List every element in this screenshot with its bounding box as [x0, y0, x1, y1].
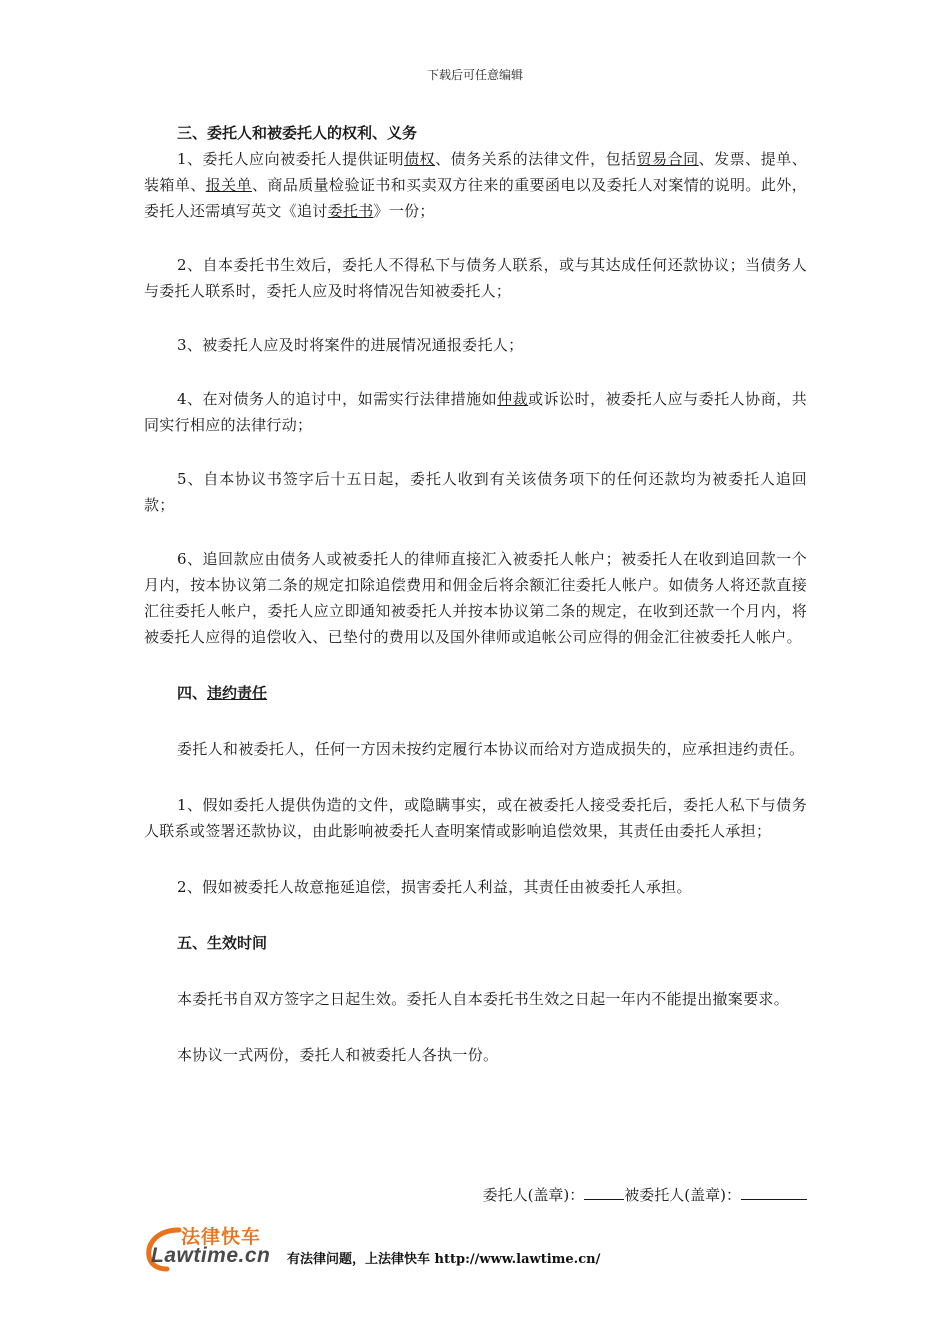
- section-4-item-2: 2、假如被委托人故意拖延追偿，损害委托人利益，其责任由被委托人承担。: [177, 878, 692, 896]
- agent-seal-blank[interactable]: [741, 1183, 807, 1200]
- text-segment: 、发票、提单、装箱单、: [144, 150, 807, 194]
- section-5-para-1: 本委托书自双方签字之日起生效。委托人自本委托书生效之日起一年内不能提出撤案要求。: [177, 990, 790, 1008]
- link-debt-rights[interactable]: 债权: [404, 150, 436, 168]
- section-4-title: [144, 680, 807, 706]
- principal-seal-label: 委托人(盖章)：: [482, 1186, 585, 1204]
- section-3-item-2: 2、自本委托书生效后，委托人不得私下与债务人联系，或与其达成任何还款协议；当债务人与委托人联系时，委托人应及时将情况告知被委托人；: [144, 256, 807, 300]
- lawtime-logo: [145, 1222, 285, 1272]
- text-segment: 》一份；: [373, 202, 435, 220]
- signature-line: [144, 1182, 807, 1208]
- logo-english: Lawtime.cn: [151, 1244, 271, 1267]
- link-breach-liability[interactable]: 违约责任: [207, 684, 268, 702]
- section-4-intro: 委托人和被委托人，任何一方因未按约定履行本协议而给对方造成损失的，应承担违约责任。: [177, 740, 805, 758]
- section-4-item-1: 1、假如委托人提供伪造的文件，或隐瞒事实，或在被委托人接受委托后，委托人私下与债务人联系或签署还款协议，由此影响被委托人查明案情或影响追偿效果，其责任由委托人承担；: [144, 796, 807, 840]
- link-arbitration[interactable]: 仲裁: [497, 390, 529, 408]
- logo-chinese: 法律快车: [181, 1226, 262, 1248]
- section-3-item-6: 6、追回款应由债务人或被委托人的律师直接汇入被委托人帐户；被委托人在收到追回款一个月内，按本协议第二条的规定扣除追偿费用和佣金后将余额汇往委托人帐户。如债务人将还款直接汇往委托人帐户，委托人应立即通知被委托人并按本协议第二条的规定，在收到还款一个月内，将被委托人应得的追偿收入、已垫付的费用以及国外律师或追帐公司应得的佣金汇往被委托人帐户。: [144, 550, 807, 646]
- section-5-para-2: 本协议一式两份，委托人和被委托人各执一份。: [177, 1046, 499, 1064]
- text-segment: 1、委托人应向被委托人提供证明: [177, 150, 405, 168]
- link-trade-contract[interactable]: 贸易合同: [636, 150, 699, 168]
- principal-seal-blank[interactable]: [584, 1183, 624, 1200]
- footer-slogan[interactable]: 有法律问题，上法律快车 http://www.lawtime.cn/: [287, 1252, 601, 1267]
- text-segment: 、商品质量检验证书和买卖双方往来的重要函电以及委托人对案情的说明。此外，委托人还需填写英文《追讨: [144, 176, 807, 220]
- heading-prefix: 四、: [177, 684, 208, 702]
- section-3-item-5: 5、自本协议书签字后十五日起，委托人收到有关该债务项下的任何还款均为被委托人追回款；: [144, 470, 807, 514]
- section-3-item-4: [144, 386, 807, 438]
- link-power-of-attorney[interactable]: 委托书: [327, 202, 374, 220]
- text-segment: 、债务关系的法律文件，包括: [435, 150, 637, 168]
- text-segment: 或诉讼时，被委托人应与委托人协商，共同实行相应的法律行动；: [144, 390, 807, 434]
- text-segment: 4、在对债务人的追讨中，如需实行法律措施如: [177, 390, 498, 408]
- agent-seal-label: 被委托人(盖章)：: [624, 1186, 741, 1204]
- section-3-item-3: 3、被委托人应及时将案件的进展情况通报委托人；: [177, 336, 524, 354]
- section-5-title: 五、生效时间: [177, 934, 268, 952]
- footer: [145, 1222, 845, 1272]
- section-3-title: 三、委托人和被委托人的权利、义务: [177, 124, 418, 142]
- document-body: [144, 120, 807, 1068]
- section-3-item-1: [144, 146, 807, 224]
- link-customs-declaration[interactable]: 报关单: [205, 176, 252, 194]
- header-note: 下载后可任意编辑: [426, 68, 523, 82]
